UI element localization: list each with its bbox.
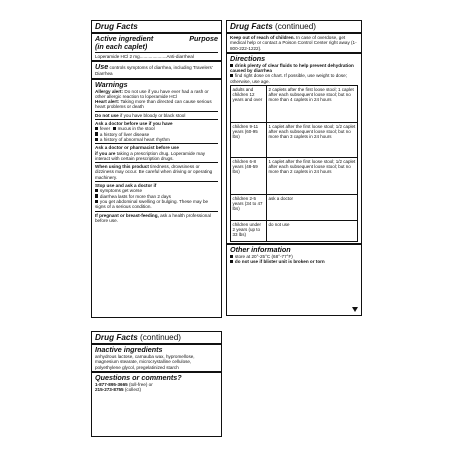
other-info-item: store at 20°-25°C (68°-77°F): [234, 254, 293, 260]
stop-use-item: you get abdominal swelling or bulging. These may be signs of a serious condition.: [95, 198, 209, 210]
keep-out-section: [227, 34, 361, 52]
ask-pharmacist-if: if you are: [95, 150, 116, 156]
ask-doctor-item: fever: [99, 126, 111, 132]
age-cell: children 9-11 years (60-95 lbs): [231, 123, 267, 158]
bullet-icon: [95, 127, 98, 130]
ask-doctor-item: a history of abnormal heart rhythm: [99, 136, 170, 142]
ask-doctor-item: a history of liver disease: [99, 131, 150, 137]
bullet-icon: [95, 189, 98, 192]
ask-doctor-label: Ask a doctor before use if you have: [95, 121, 173, 127]
phone-note: (collect): [124, 387, 141, 393]
ask-doctor-item: mucus in the stool: [117, 126, 155, 132]
allergy-alert-text: Do not use if you have ever had a rash or other allergic reaction to loperamide HCl: [95, 88, 209, 99]
other-information-heading: Other information: [230, 245, 291, 255]
table-row: [231, 123, 358, 158]
ask-pharmacist-text: taking a prescription drug. Loperamide may interact with certain prescription drugs.: [95, 150, 206, 161]
directions-heading: Directions: [230, 53, 266, 63]
keep-out-text: In case of overdose, get medical help or contact a Poison Control Center right away (1-800-222-1222).: [230, 35, 357, 51]
allergy-alert-label: Allergy alert:: [95, 88, 124, 94]
bullet-icon: [95, 194, 98, 197]
pregnant-label: If pregnant or breast-feeding,: [95, 212, 159, 218]
bullet-icon: [230, 74, 233, 77]
ingredient-line: Loperamide HCl 2 mg.....................Anti-diarrheal: [95, 52, 218, 59]
panel-title: [92, 332, 221, 345]
direction-item: find right dose on chart. If possible, use weight to dose; otherwise, use age.: [230, 73, 347, 84]
table-row: [231, 158, 358, 195]
age-cell: children 6-8 years (48-59 lbs): [231, 158, 267, 195]
keep-out-label: Keep out of reach of children.: [230, 35, 295, 40]
age-cell: children 2-5 years (34 to 47 lbs): [231, 195, 267, 221]
stop-use-item: diarrhea lasts for more than 2 days: [99, 193, 171, 199]
age-cell: children under 2 years (up to 33 lbs): [231, 221, 267, 242]
questions-section: [92, 371, 221, 394]
use-section: [92, 60, 221, 77]
pregnant-text: ask a health professional before use.: [95, 212, 211, 223]
age-cell: adults and children 12 years and over: [231, 86, 267, 123]
bullet-icon: [95, 200, 98, 203]
ask-pharmacist-label: Ask a doctor or pharmacist before use: [95, 145, 179, 151]
use-text: controls symptoms of diarrhea, including Travelers' Diarrhea: [95, 65, 213, 77]
when-using-label: When using this product: [95, 164, 149, 170]
other-information-section: [227, 243, 361, 266]
drug-facts-continued-panel: [226, 20, 362, 316]
continued-arrow-icon: [352, 307, 358, 312]
bullet-icon: [230, 255, 233, 258]
inactive-ingredients-section: [92, 345, 221, 371]
panel-title: [227, 21, 361, 34]
use-heading: Use: [95, 62, 109, 72]
drug-facts-continued-bottom-panel: [91, 331, 222, 437]
bullet-icon: [95, 138, 98, 141]
active-ingredient-heading: Active ingredient: [95, 34, 154, 43]
table-row: [231, 86, 358, 123]
title-text: Drug Facts: [230, 22, 273, 31]
dose-cell: ask a doctor: [267, 195, 358, 221]
stop-use-item: symptoms get worse: [99, 188, 143, 194]
inactive-ingredients-heading: Inactive ingredients: [95, 345, 163, 354]
drug-facts-panel: [91, 20, 222, 318]
table-row: [231, 195, 358, 221]
dosage-table: [230, 85, 358, 242]
panel-title: Drug Facts: [92, 21, 221, 34]
bullet-icon: [230, 64, 233, 67]
phone-number: 1-877-895-3665: [95, 381, 128, 387]
do-not-use-label: Do not use: [95, 112, 119, 118]
warnings-heading: Warnings: [95, 79, 128, 89]
bullet-icon: [95, 132, 98, 135]
dose-cell: 2 caplets after the first loose stool; 1 caplet after each subsequent loose stool; but no more than 4 caplets in 24 hours: [267, 86, 358, 123]
directions-section: [227, 52, 361, 243]
phone-note: (toll-free) or: [128, 381, 153, 387]
warnings-section: [92, 78, 221, 225]
continued-label: (continued): [275, 22, 317, 31]
dose-cell: do not use: [267, 221, 358, 242]
stop-use-label: Stop use and ask a doctor if: [95, 183, 157, 189]
title-text: Drug Facts: [95, 333, 138, 342]
inactive-ingredients-text: anhydrous lactose, carnauba wax, hypromellose, magnesium stearate, microcrystalline cellulose, polyethylene glycol, pregelatinized starch: [95, 354, 195, 370]
other-info-item: do not use if blister unit is broken or torn: [234, 259, 325, 265]
active-ingredient-section: [92, 34, 221, 60]
bullet-icon: [113, 127, 116, 130]
direction-item: drink plenty of clear fluids to help prevent dehydration caused by diarrhea: [230, 62, 354, 74]
active-ingredient-subheading: (in each caplet): [95, 42, 148, 51]
heart-alert-label: Heart alert:: [95, 99, 120, 105]
when-using-text: tiredness, drowsiness or dizziness may occur. Be careful when driving or operating machinery.: [95, 164, 213, 180]
phone-number: 215-273-8755: [95, 387, 124, 393]
continued-label: (continued): [140, 333, 182, 342]
dose-cell: 1 caplet after the first loose stool; 1/2 caplet after each subsequent loose stool; but no more than 2 caplets in 24 hours: [267, 158, 358, 195]
bullet-icon: [230, 260, 233, 263]
table-row: [231, 221, 358, 242]
dose-cell: 1 caplet after the first loose stool; 1/2 caplet after each subsequent loose stool; but no more than 3 caplets in 24 hours: [267, 123, 358, 158]
do-not-use-text: if you have bloody or black stool: [120, 112, 186, 118]
heart-alert-text: Taking more than directed can cause serious heart problems or death: [95, 99, 212, 110]
purpose-heading: Purpose: [189, 34, 218, 43]
questions-heading: Questions or comments?: [95, 372, 182, 382]
